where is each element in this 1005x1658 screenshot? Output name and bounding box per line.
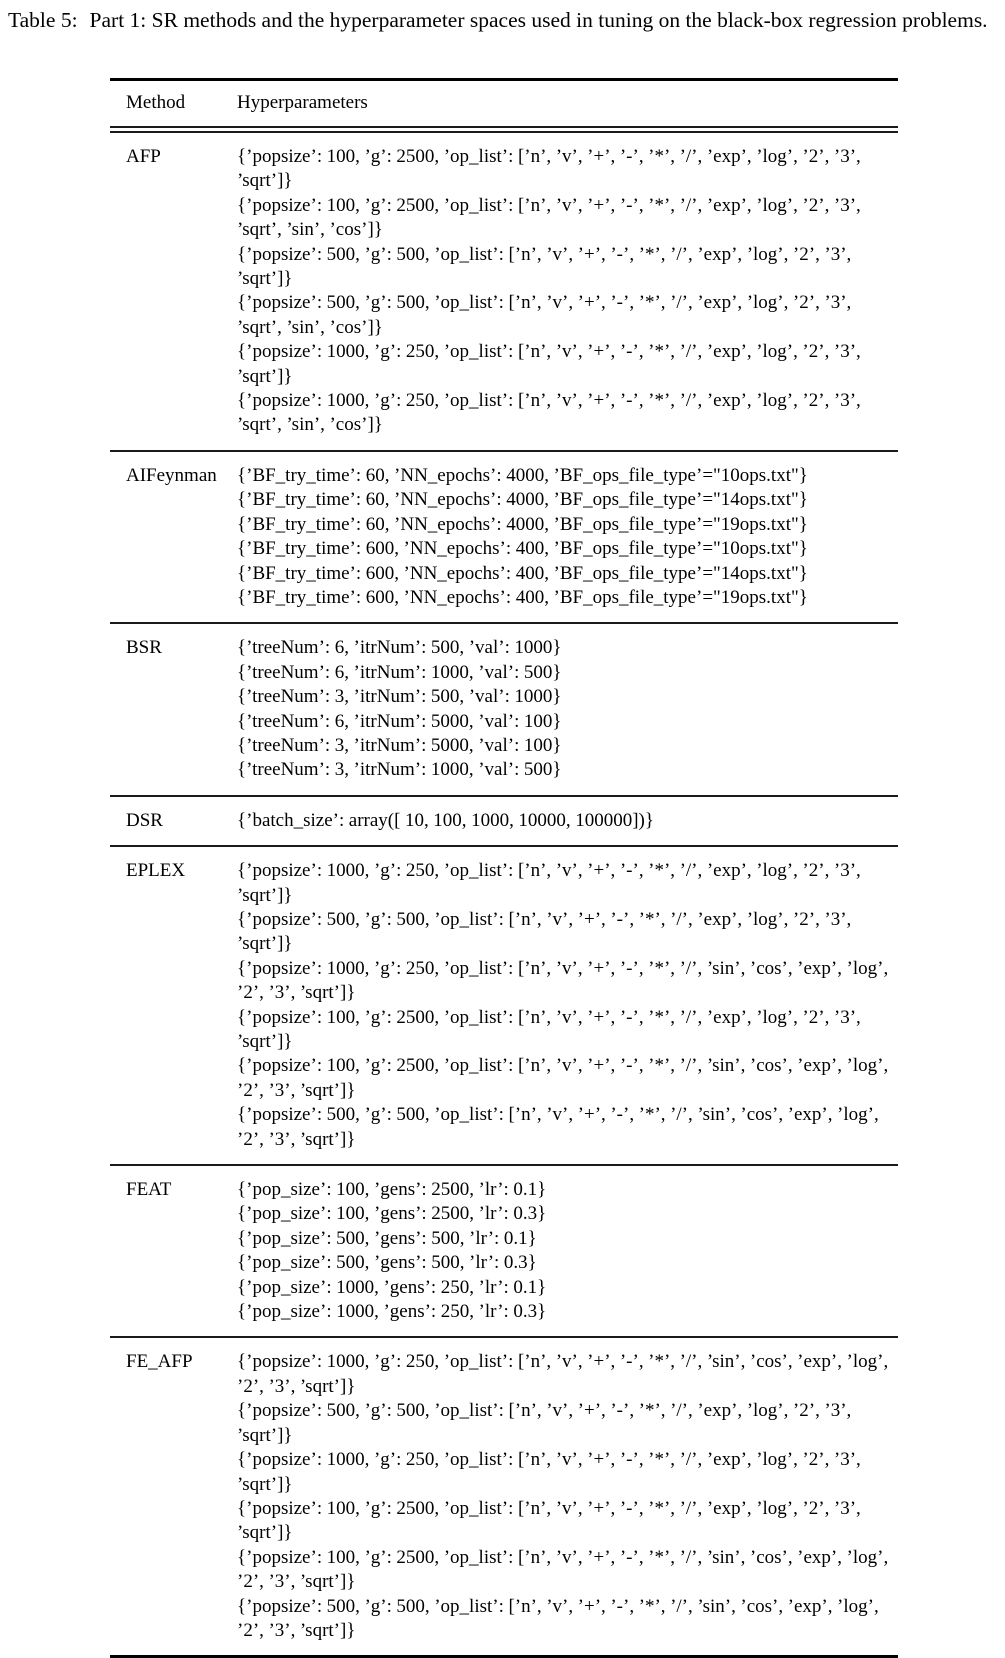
hyperparameter-line: {’pop_size’: 500, ’gens’: 500, ’lr’: 0.3} bbox=[237, 1252, 537, 1274]
hyperparameters-cell bbox=[237, 624, 898, 794]
table-header-row bbox=[110, 81, 898, 126]
column-header-method: Method bbox=[126, 92, 186, 113]
hyperparameter-line: {’BF_try_time’: 600, ’NN_epochs’: 400, ’BF_ops_file_type’="14ops.txt"} bbox=[237, 562, 808, 584]
hyperparameter-line: {’pop_size’: 1000, ’gens’: 250, ’lr’: 0.3} bbox=[237, 1301, 547, 1323]
hyperparameters-cell bbox=[237, 797, 898, 845]
hyperparameter-line: {’treeNum’: 3, ’itrNum’: 1000, ’val’: 500} bbox=[237, 759, 562, 781]
hyperparameter-line: {’popsize’: 100, ’g’: 2500, ’op_list’: [’n’, ’v’, ’+’, ’-’, ’*’, ’/’, ’sin’, ’cos’, ’exp’, ’log’, ’2’, ’3’, ’sqrt’]} bbox=[237, 1055, 889, 1101]
hyperparameter-line: {’popsize’: 100, ’g’: 2500, ’op_list’: [’n’, ’v’, ’+’, ’-’, ’*’, ’/’, ’exp’, ’log’, ’2’, ’3’, ’sqrt’]} bbox=[237, 146, 861, 192]
hyperparameter-line: {’BF_try_time’: 60, ’NN_epochs’: 4000, ’BF_ops_file_type’="19ops.txt"} bbox=[237, 513, 808, 535]
hyperparameter-line: {’popsize’: 1000, ’g’: 250, ’op_list’: [’n’, ’v’, ’+’, ’-’, ’*’, ’/’, ’exp’, ’log’, ’2’, ’3’, ’sqrt’]} bbox=[237, 1449, 861, 1495]
header-double-rule bbox=[110, 126, 898, 133]
hyperparameter-line: {’popsize’: 1000, ’g’: 250, ’op_list’: [’n’, ’v’, ’+’, ’-’, ’*’, ’/’, ’exp’, ’log’, ’2’, ’3’, ’sqrt’]} bbox=[237, 860, 861, 906]
table-caption bbox=[8, 6, 996, 35]
hyperparameter-line: {’popsize’: 500, ’g’: 500, ’op_list’: [’n’, ’v’, ’+’, ’-’, ’*’, ’/’, ’sin’, ’cos’, ’exp’, ’log’, ’2’, ’3’, ’sqrt’]} bbox=[237, 1104, 879, 1150]
hyperparameter-line: {’treeNum’: 3, ’itrNum’: 5000, ’val’: 100} bbox=[237, 734, 562, 756]
hyperparameter-line: {’BF_try_time’: 600, ’NN_epochs’: 400, ’BF_ops_file_type’="19ops.txt"} bbox=[237, 586, 808, 608]
hyperparameter-line: {’popsize’: 500, ’g’: 500, ’op_list’: [’n’, ’v’, ’+’, ’-’, ’*’, ’/’, ’sin’, ’cos’, ’exp’, ’log’, ’2’, ’3’, ’sqrt’]} bbox=[237, 1595, 879, 1641]
hyperparameter-line: {’treeNum’: 3, ’itrNum’: 500, ’val’: 1000} bbox=[237, 686, 562, 708]
hyperparameters-cell bbox=[237, 133, 898, 450]
column-header-hyperparameters: Hyperparameters bbox=[237, 92, 368, 113]
hyperparameters-cell bbox=[237, 847, 898, 1164]
method-cell: AIFeynman bbox=[126, 464, 217, 486]
method-cell: DSR bbox=[126, 809, 163, 831]
method-cell: FE_AFP bbox=[126, 1351, 193, 1373]
hyperparameter-line: {’pop_size’: 500, ’gens’: 500, ’lr’: 0.1} bbox=[237, 1227, 537, 1249]
caption-label: Table 5: bbox=[8, 8, 78, 32]
hyperparameters-cell bbox=[237, 452, 898, 622]
table-row bbox=[110, 133, 898, 450]
hyperparameter-line: {’treeNum’: 6, ’itrNum’: 5000, ’val’: 100} bbox=[237, 710, 562, 732]
hyperparameter-line: {’popsize’: 1000, ’g’: 250, ’op_list’: [’n’, ’v’, ’+’, ’-’, ’*’, ’/’, ’exp’, ’log’, ’2’, ’3’, ’sqrt’]} bbox=[237, 341, 861, 387]
hyperparameter-line: {’popsize’: 1000, ’g’: 250, ’op_list’: [’n’, ’v’, ’+’, ’-’, ’*’, ’/’, ’sin’, ’cos’, ’exp’, ’log’, ’2’, ’3’, ’sqrt’]} bbox=[237, 957, 889, 1004]
hyperparameter-line: {’popsize’: 500, ’g’: 500, ’op_list’: [’n’, ’v’, ’+’, ’-’, ’*’, ’/’, ’exp’, ’log’, ’2’, ’3’, ’sqrt’]} bbox=[237, 1400, 852, 1446]
hyperparameter-line: {’pop_size’: 100, ’gens’: 2500, ’lr’: 0.1} bbox=[237, 1179, 547, 1201]
hyperparameter-table bbox=[110, 78, 898, 1658]
table-row bbox=[110, 1338, 898, 1655]
hyperparameter-line: {’popsize’: 100, ’g’: 2500, ’op_list’: [’n’, ’v’, ’+’, ’-’, ’*’, ’/’, ’exp’, ’log’, ’2’, ’3’, ’sqrt’, ’sin’, ’cos’]} bbox=[237, 194, 861, 241]
hyperparameter-line: {’popsize’: 500, ’g’: 500, ’op_list’: [’n’, ’v’, ’+’, ’-’, ’*’, ’/’, ’exp’, ’log’, ’2’, ’3’, ’sqrt’]} bbox=[237, 908, 852, 955]
hyperparameter-line: {’BF_try_time’: 600, ’NN_epochs’: 400, ’BF_ops_file_type’="10ops.txt"} bbox=[237, 538, 808, 560]
hyperparameter-line: {’popsize’: 100, ’g’: 2500, ’op_list’: [’n’, ’v’, ’+’, ’-’, ’*’, ’/’, ’sin’, ’cos’, ’exp’, ’log’, ’2’, ’3’, ’sqrt’]} bbox=[237, 1546, 889, 1593]
hyperparameters-cell bbox=[237, 1338, 898, 1655]
hyperparameter-line: {’popsize’: 100, ’g’: 2500, ’op_list’: [’n’, ’v’, ’+’, ’-’, ’*’, ’/’, ’exp’, ’log’, ’2’, ’3’, ’sqrt’]} bbox=[237, 1006, 861, 1052]
table-row bbox=[110, 797, 898, 845]
hyperparameter-line: {’pop_size’: 100, ’gens’: 2500, ’lr’: 0.3} bbox=[237, 1203, 547, 1225]
hyperparameter-line: {’popsize’: 500, ’g’: 500, ’op_list’: [’n’, ’v’, ’+’, ’-’, ’*’, ’/’, ’exp’, ’log’, ’2’, ’3’, ’sqrt’]} bbox=[237, 243, 852, 290]
method-cell: FEAT bbox=[126, 1179, 172, 1201]
hyperparameter-line: {’BF_try_time’: 60, ’NN_epochs’: 4000, ’BF_ops_file_type’="10ops.txt"} bbox=[237, 464, 808, 486]
hyperparameters-cell bbox=[237, 1166, 898, 1336]
hyperparameter-line: {’popsize’: 100, ’g’: 2500, ’op_list’: [’n’, ’v’, ’+’, ’-’, ’*’, ’/’, ’exp’, ’log’, ’2’, ’3’, ’sqrt’]} bbox=[237, 1497, 861, 1544]
method-cell: BSR bbox=[126, 637, 162, 659]
table-container bbox=[110, 78, 898, 1658]
rule-row-header bbox=[110, 126, 898, 133]
hyperparameter-line: {’batch_size’: array([ 10, 100, 1000, 10000, 100000])} bbox=[237, 809, 654, 831]
caption-text: Part 1: SR methods and the hyperparameter spaces used in tuning on the black-box regression problems. bbox=[89, 8, 988, 32]
hyperparameter-line: {’BF_try_time’: 60, ’NN_epochs’: 4000, ’BF_ops_file_type’="14ops.txt"} bbox=[237, 489, 808, 511]
method-cell: AFP bbox=[126, 146, 161, 167]
hyperparameter-line: {’treeNum’: 6, ’itrNum’: 500, ’val’: 1000} bbox=[237, 637, 562, 659]
table-body bbox=[110, 78, 898, 1658]
table-row bbox=[110, 1166, 898, 1336]
table-row bbox=[110, 847, 898, 1164]
hyperparameter-line: {’popsize’: 1000, ’g’: 250, ’op_list’: [’n’, ’v’, ’+’, ’-’, ’*’, ’/’, ’exp’, ’log’, ’2’, ’3’, ’sqrt’, ’sin’, ’cos’]} bbox=[237, 390, 861, 436]
table-row bbox=[110, 452, 898, 622]
method-cell: EPLEX bbox=[126, 860, 186, 882]
table-row bbox=[110, 624, 898, 794]
hyperparameter-line: {’popsize’: 1000, ’g’: 250, ’op_list’: [’n’, ’v’, ’+’, ’-’, ’*’, ’/’, ’sin’, ’cos’, ’exp’, ’log’, ’2’, ’3’, ’sqrt’]} bbox=[237, 1351, 889, 1397]
hyperparameter-line: {’popsize’: 500, ’g’: 500, ’op_list’: [’n’, ’v’, ’+’, ’-’, ’*’, ’/’, ’exp’, ’log’, ’2’, ’3’, ’sqrt’, ’sin’, ’cos’]} bbox=[237, 292, 852, 338]
hyperparameter-line: {’treeNum’: 6, ’itrNum’: 1000, ’val’: 500} bbox=[237, 661, 562, 683]
hyperparameter-line: {’pop_size’: 1000, ’gens’: 250, ’lr’: 0.1} bbox=[237, 1276, 547, 1298]
